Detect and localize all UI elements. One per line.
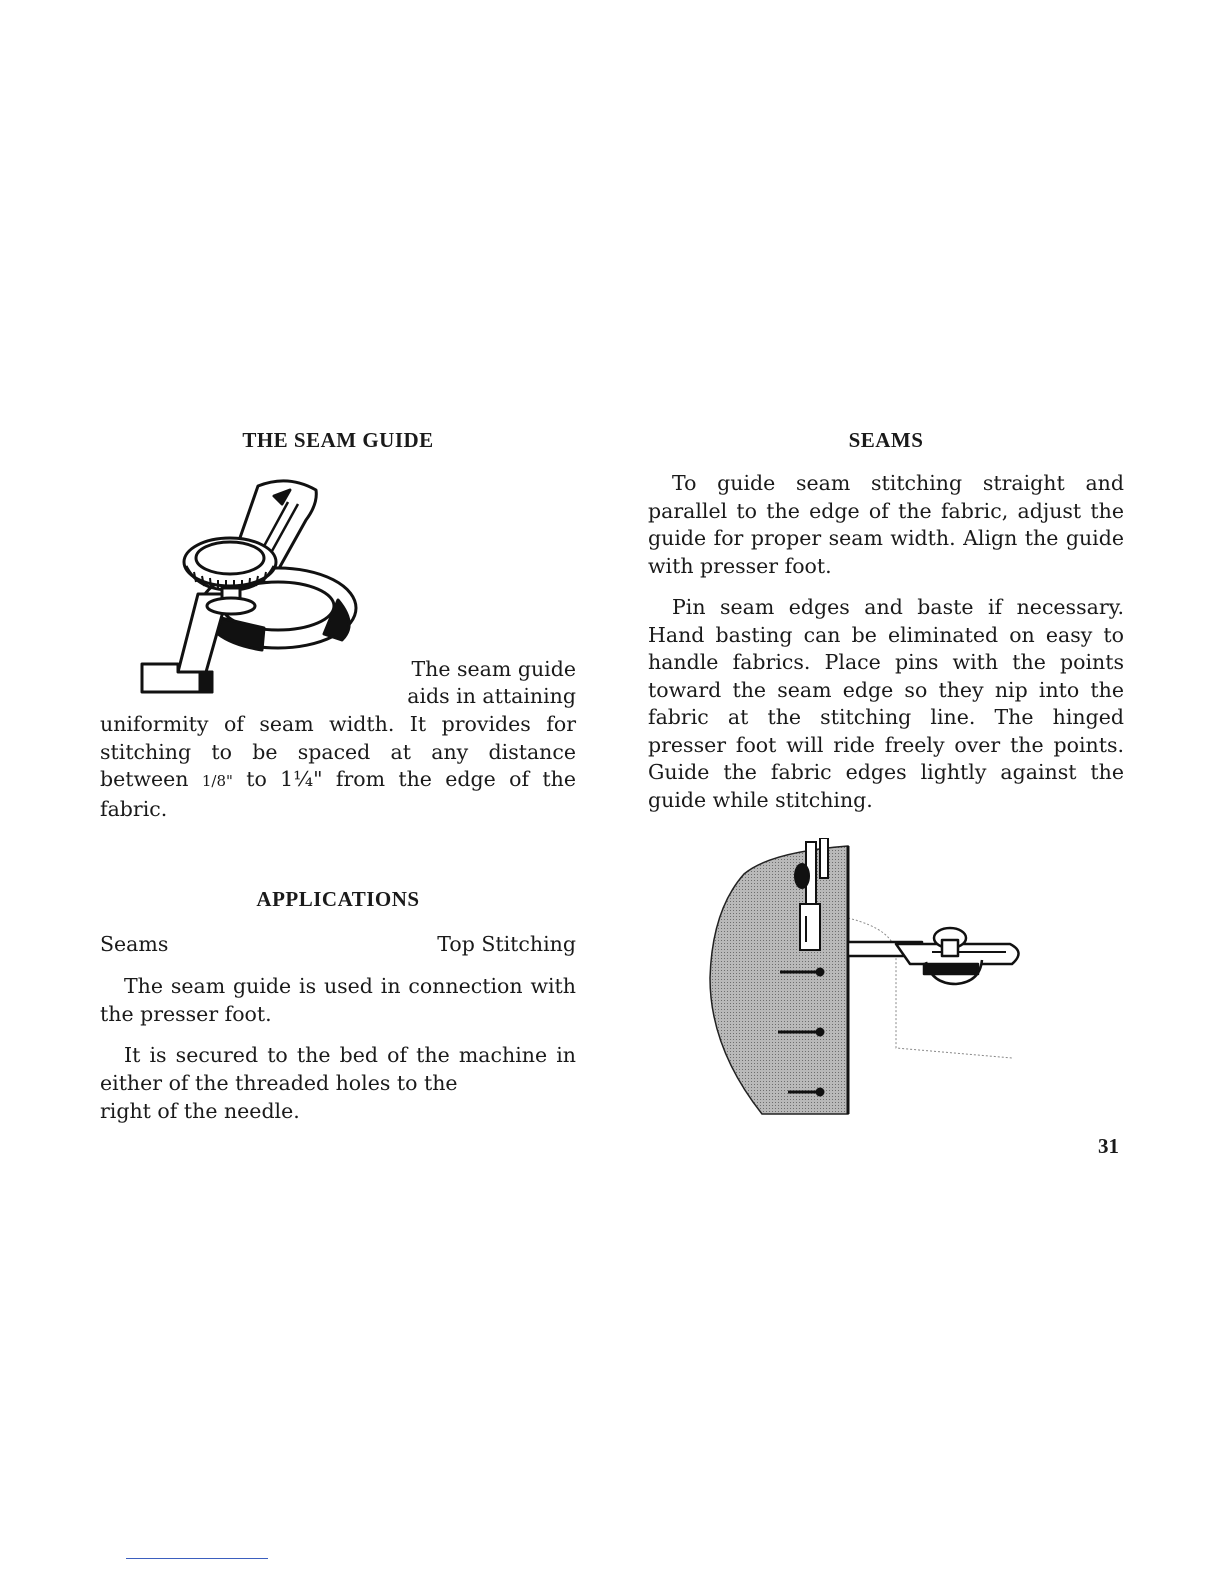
seam-guide-illustration-icon <box>138 474 378 696</box>
seam-guide-intro-line-2: aids in attaining <box>407 684 576 708</box>
seam-guide-intro-line-1: The seam guide <box>411 657 576 681</box>
application-top-stitching: Top Stitching <box>437 932 576 956</box>
applications-heading: APPLICATIONS <box>256 887 420 911</box>
fraction-one-eighth: 1/8" <box>201 772 233 790</box>
to-word: to <box>232 767 281 791</box>
seams-heading: SEAMS <box>848 428 924 452</box>
footer-rule <box>126 1558 268 1559</box>
fraction-one-and-quarter: 1¼" <box>280 767 323 791</box>
connection-paragraph: The seam guide is used in connection with the presser foot. <box>100 974 576 1026</box>
secured-paragraph-end: right of the needle. <box>100 1099 300 1123</box>
seam-guide-intro-end: from the edge of the fabric. <box>100 767 576 821</box>
page-number: 31 <box>1098 1134 1119 1158</box>
seams-paragraph-1: To guide seam stitching straight and parallel to the edge of the fabric, adjust the guide for proper seam width. Align the guide with presser foot. <box>648 471 1124 578</box>
seam-guide-heading: THE SEAM GUIDE <box>242 428 434 452</box>
secured-paragraph: It is secured to the bed of the machine in either of the threaded holes to the <box>100 1043 576 1095</box>
seam-stitching-illustration-icon <box>700 838 1040 1120</box>
seams-paragraph-2: Pin seam edges and baste if necessary. Hand basting can be eliminated on easy to handle fabrics. Place pins with the points toward the seam edge so they nip into the fabric at the stitching line. The hinged presser foot will ride freely over the points. Guide the fabric edges lightly against the guide while stitching. <box>648 595 1124 812</box>
application-seams: Seams <box>100 932 169 956</box>
applications-list <box>100 932 576 956</box>
seam-guide-intro-paragraph <box>100 711 576 823</box>
seam-guide-intro-text: uniformity of seam width. It provides for stitching to be spaced at any distance between <box>100 712 576 791</box>
